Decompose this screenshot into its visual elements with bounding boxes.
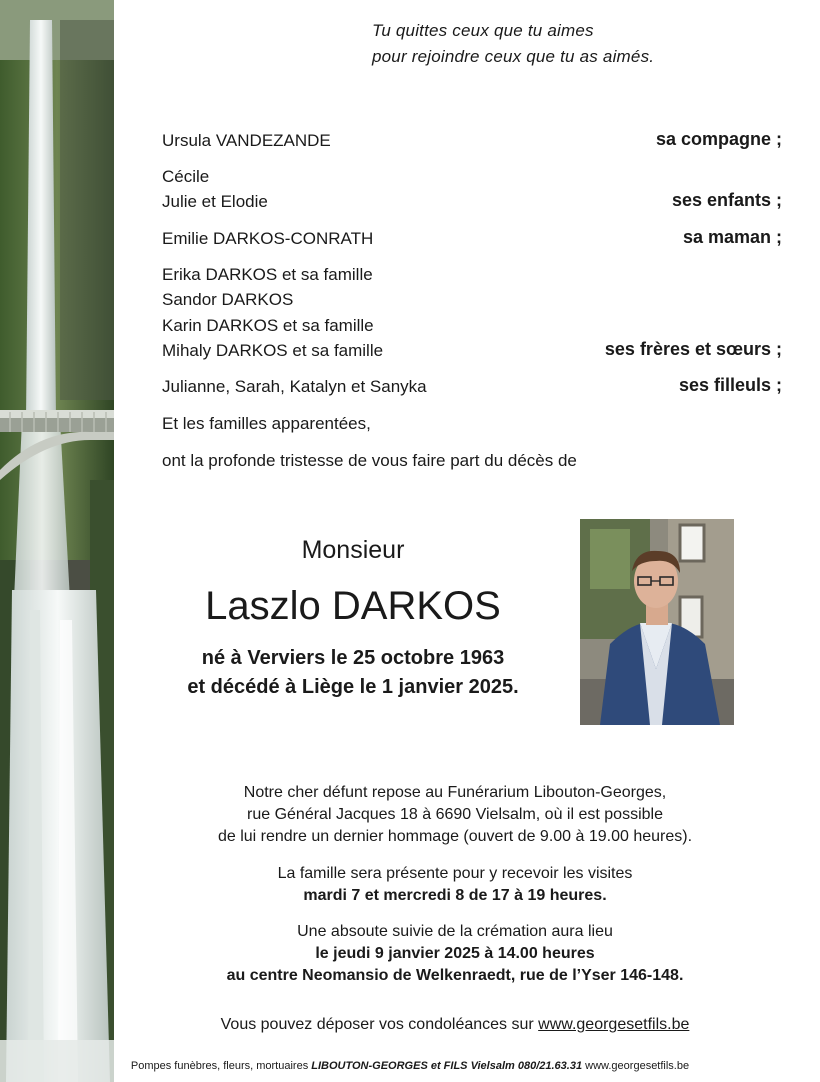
- family-name: Ursula VANDEZANDE: [162, 131, 331, 150]
- service-line-1: Une absoute suivie de la crémation aura lieu: [297, 923, 613, 940]
- waterfall-image: [0, 0, 114, 1082]
- deceased-dates: [160, 644, 546, 702]
- family-relation: sa maman ;: [682, 227, 782, 247]
- visit-info: [130, 863, 780, 907]
- relatives-line: Et les familles apparentées,: [162, 414, 371, 433]
- announcement-line: ont la profonde tristesse de vous faire part du décès de: [162, 451, 577, 470]
- family-relation: sa compagne ;: [655, 129, 782, 149]
- visit-line-2: mardi 7 et mercredi 8 de 17 à 19 heures.: [303, 887, 607, 904]
- footer-website[interactable]: www.georgesetfils.be: [585, 1060, 690, 1072]
- rest-line-3: de lui rendre un dernier hommage (ouvert de 9.00 à 19.00 heures).: [217, 828, 693, 845]
- condolences-link[interactable]: www.georgesetfils.be: [538, 1016, 690, 1033]
- rest-info: [130, 782, 780, 848]
- family-relation: ses frères et sœurs ;: [604, 339, 782, 359]
- footer-prefix: Pompes funèbres, fleurs, mortuaires: [130, 1060, 309, 1072]
- rest-line-2: rue Général Jacques 18 à 6690 Vielsalm, où il est possible: [247, 806, 663, 823]
- service-line-2: le jeudi 9 janvier 2025 à 14.00 heures: [315, 945, 595, 962]
- footer: [0, 1060, 820, 1072]
- quote-line-1: Tu quittes ceux que tu aimes: [372, 21, 594, 40]
- family-name: Erika DARKOS et sa famille: [162, 265, 373, 284]
- family-name: Sandor DARKOS: [162, 290, 294, 309]
- family-relation: ses filleuls ;: [678, 375, 782, 395]
- footer-company: LIBOUTON-GEORGES et FILS Vielsalm 080/21.63.31: [311, 1060, 583, 1072]
- service-info: [130, 921, 780, 987]
- family-name: Karin DARKOS et sa famille: [162, 316, 374, 335]
- condolences-line: [130, 1014, 780, 1036]
- family-name: Cécile: [162, 167, 210, 186]
- birth-line: né à Verviers le 25 octobre 1963: [201, 647, 505, 669]
- condolences-text: Vous pouvez déposer vos condoléances sur: [220, 1016, 534, 1033]
- family-name: Julie et Elodie: [162, 192, 268, 211]
- visit-line-1: La famille sera présente pour y recevoir les visites: [277, 865, 633, 882]
- family-name: Emilie DARKOS-CONRATH: [162, 229, 374, 248]
- death-line: et décédé à Liège le 1 janvier 2025.: [187, 676, 519, 698]
- family-name: Julianne, Sarah, Katalyn et Sanyka: [162, 377, 427, 396]
- service-line-3: au centre Neomansio de Welkenraedt, rue de l’Yser 146-148.: [226, 967, 684, 984]
- rest-line-1: Notre cher défunt repose au Funérarium Libouton-Georges,: [243, 784, 667, 801]
- quote-line-2: pour rejoindre ceux que tu as aimés.: [372, 47, 655, 66]
- deceased-title: Monsieur: [301, 536, 405, 564]
- portrait-photo: [580, 519, 734, 725]
- deceased-name: Laszlo DARKOS: [205, 584, 501, 628]
- family-name: Mihaly DARKOS et sa famille: [162, 341, 384, 360]
- family-relation: ses enfants ;: [671, 190, 782, 210]
- opening-quote: [372, 18, 654, 70]
